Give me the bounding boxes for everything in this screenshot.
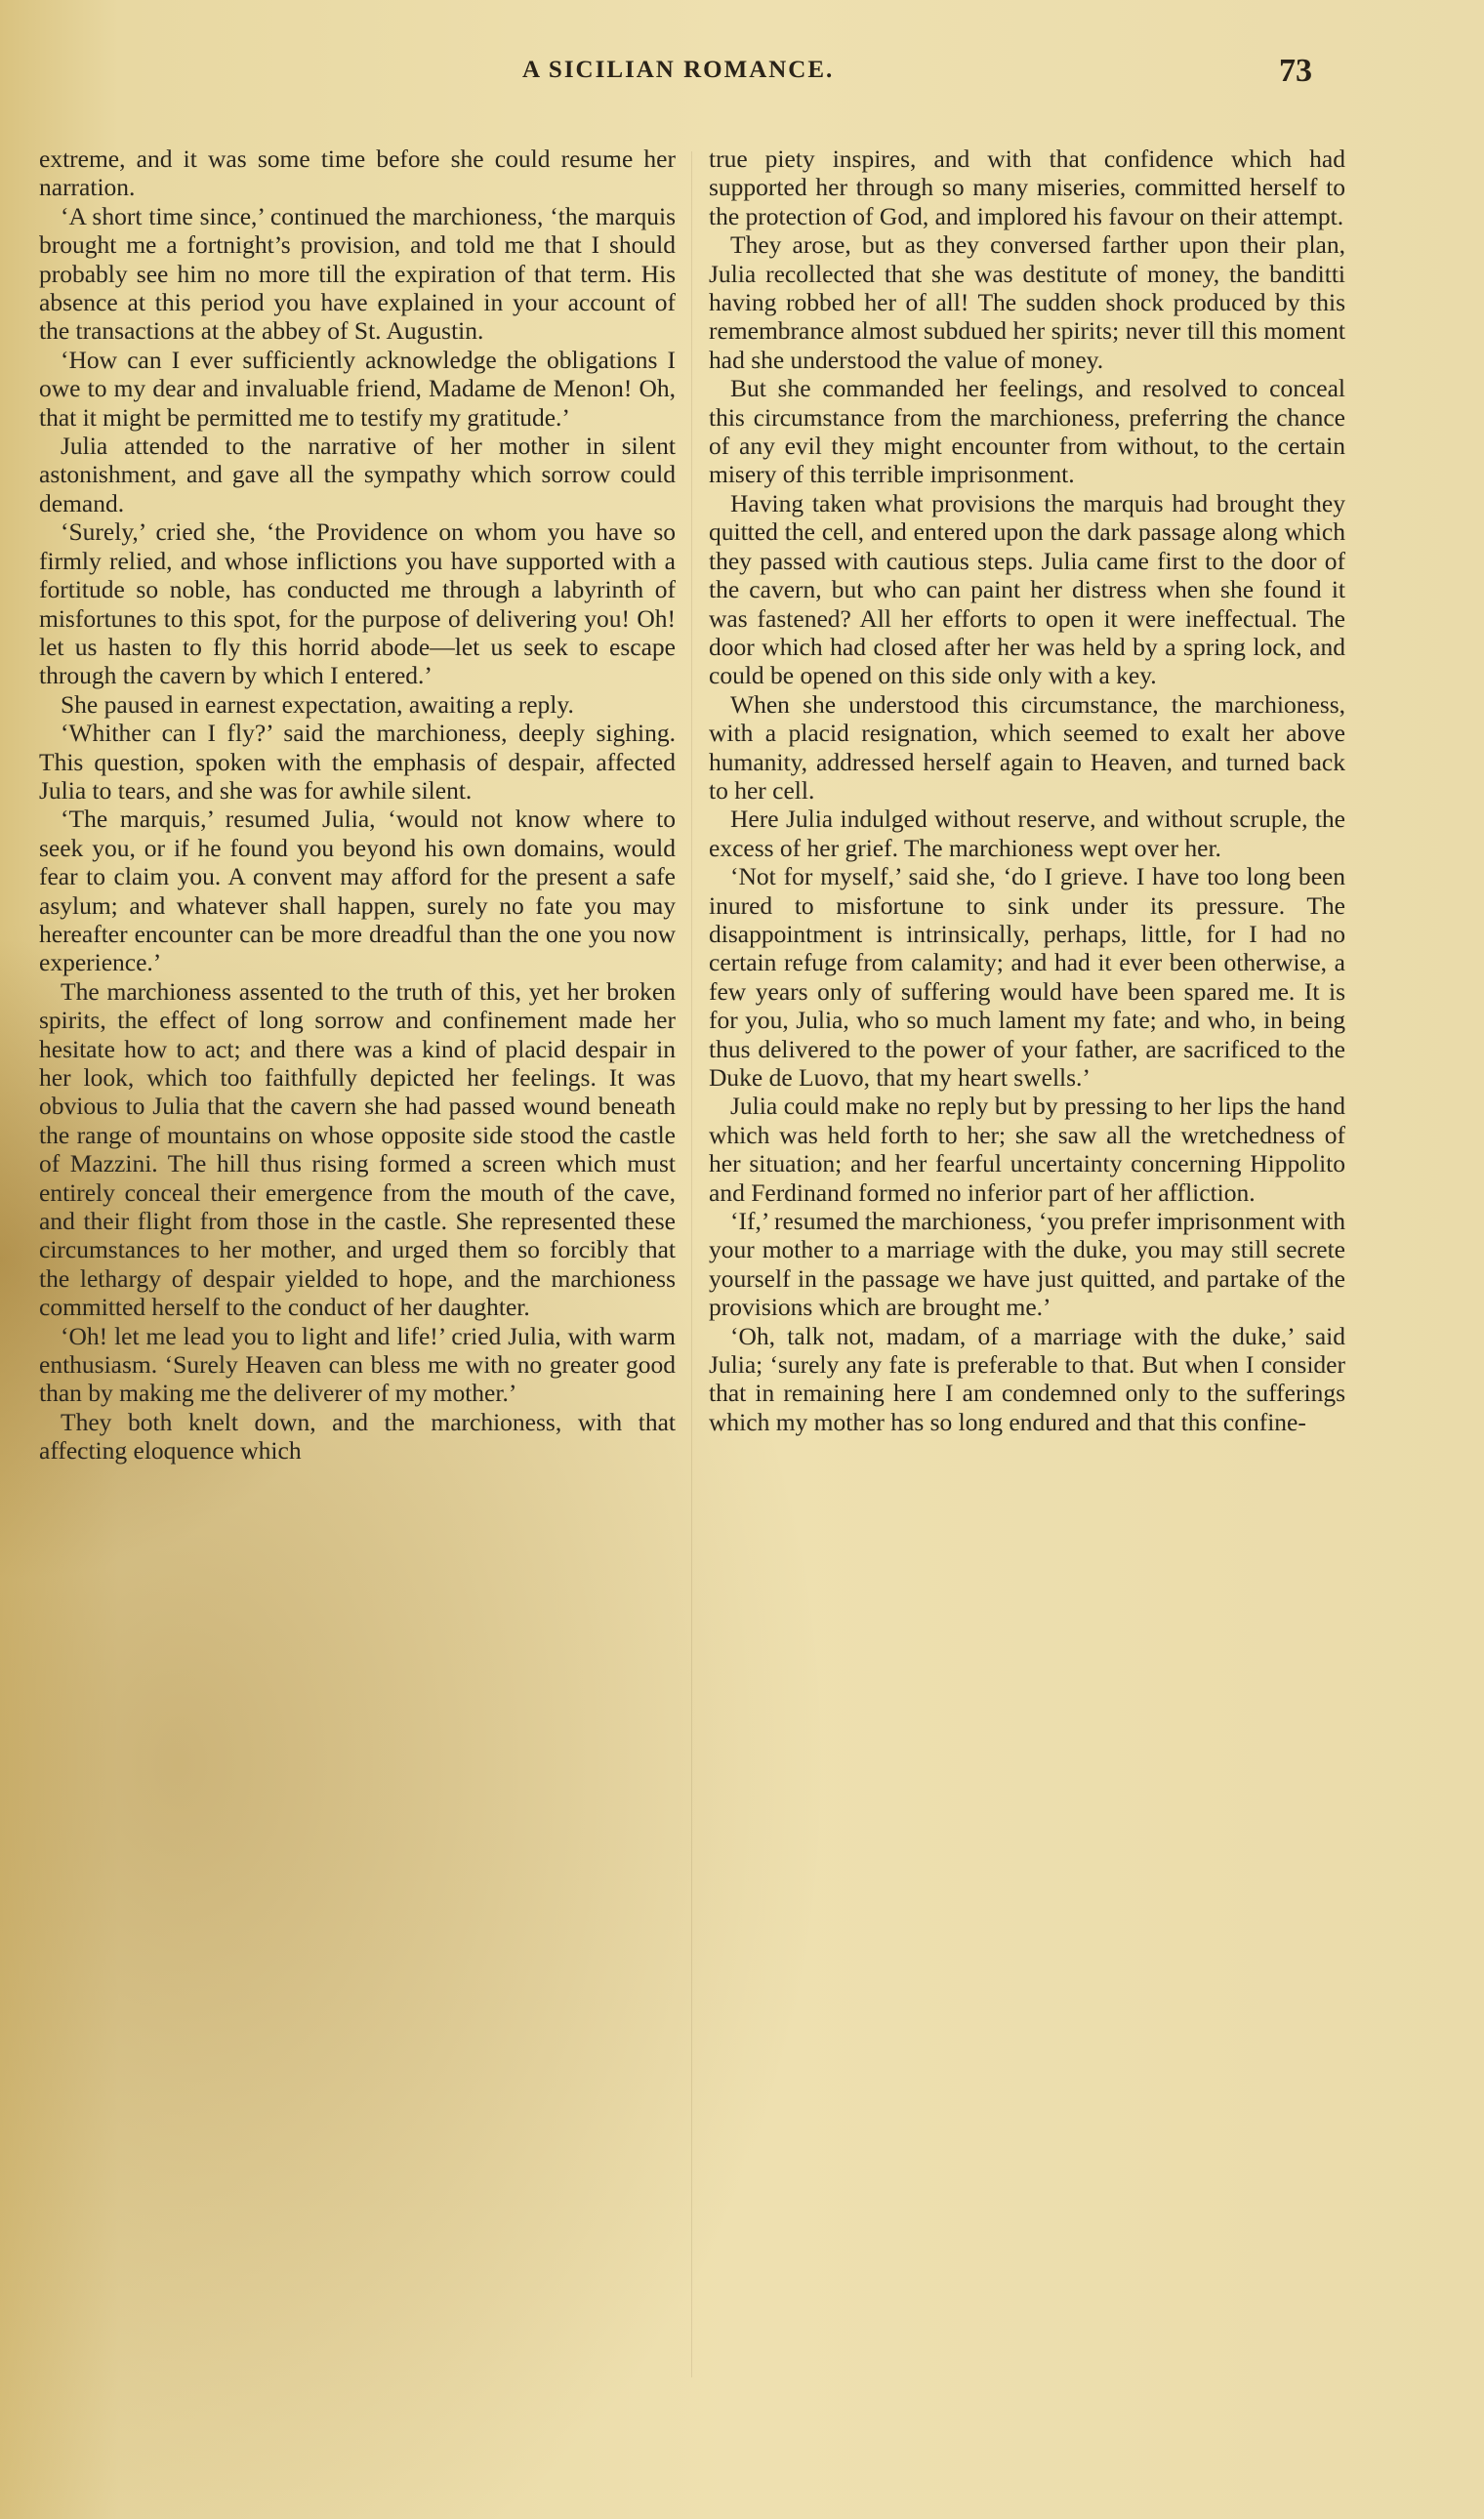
paragraph: ‘How can I ever sufficiently acknowledge the obligations I owe to my dear and invaluable friend, Madame de Menon! Oh, that it might be permitted me to testify my gratitude.’ <box>39 345 676 432</box>
paragraph: But she commanded her feelings, and resolved to conceal this circumstance from the marchioness, preferring the chance of any evil they might encounter from without, to the certain misery of this terrible imprisonment. <box>709 374 1345 489</box>
column-gutter <box>691 151 692 2377</box>
paragraph: ‘If,’ resumed the marchioness, ‘you prefer imprisonment with your mother to a marriage with the duke, you may still secrete yourself in the passage we have just quitted, and partake of the provisions which are brought me.’ <box>709 1207 1345 1322</box>
right-column <box>709 145 1345 1436</box>
left-column <box>39 145 676 1466</box>
paragraph: extreme, and it was some time before she could resume her narration. <box>39 145 676 202</box>
paragraph: Julia attended to the narrative of her mother in silent astonishment, and gave all the sympathy which sorrow could demand. <box>39 432 676 517</box>
page-header <box>0 53 1484 96</box>
running-head: A SICILIAN ROMANCE. <box>522 57 835 83</box>
paragraph: They both knelt down, and the marchioness, with that affecting eloquence which <box>39 1407 676 1466</box>
paragraph: ‘Not for myself,’ said she, ‘do I grieve. I have too long been inured to misfortune to sink under its pressure. The disappointment is intrinsically, perhaps, little, for I had no certain refuge from calamity; and had it ever been otherwise, a few years only of suffering would have been spared me. It is for you, Julia, who so much lament my fate; and who, in being thus delivered to the power of your father, are sacrificed to the Duke de Luovo, that my heart swells.’ <box>709 862 1345 1092</box>
paragraph: ‘A short time since,’ continued the marchioness, ‘the marquis brought me a fortnight’s provision, and told me that I should probably see him no more till the expiration of that term. His absence at this period you have explained in your account of the transactions at the abbey of St. Augustin. <box>39 201 676 346</box>
paragraph: Having taken what provisions the marquis had brought they quitted the cell, and entered upon the dark passage along which they passed with cautious steps. Julia came first to the door of the cavern, but who can paint her distress when she found it was fastened? All her efforts to open it were ineffectual. The door which had closed after her was held by a spring lock, and could be opened on this side only with a key. <box>709 488 1345 690</box>
paragraph: The marchioness assented to the truth of this, yet her broken spirits, the effect of long sorrow and confinement made her hesitate how to act; and there was a kind of placid despair in her look, which too faithfully depicted her feelings. It was obvious to Julia that the cavern she had passed wound beneath the range of mountains on whose opposite side stood the castle of Mazzini. The hill thus rising formed a screen which must entirely conceal their emergence from the mouth of the cave, and their flight from those in the castle. She represented these circumstances to her mother, and urged them so forcibly that the lethargy of despair yielded to hope, and the marchioness committed herself to the conduct of her daughter. <box>39 976 676 1322</box>
paragraph: She paused in earnest expectation, awaiting a reply. <box>61 689 574 719</box>
paragraph: ‘The marquis,’ resumed Julia, ‘would not know where to seek you, or if he found you beyond his own domains, would fear to claim you. A convent may afford for the present a safe asylum; and whatever shall happen, surely no fate you may hereafter encounter can be more dreadful than the one you now experience.’ <box>39 805 676 977</box>
paragraph: ‘Oh! let me lead you to light and life!’ cried Julia, with warm enthusiasm. ‘Surely Heaven can bless me with no greater good than by making me the deliverer of my mother.’ <box>39 1321 676 1408</box>
page-number: 73 <box>1279 53 1312 89</box>
paragraph: ‘Whither can I fly?’ said the marchioness, deeply sighing. This question, spoken with the emphasis of despair, affected Julia to tears, and she was for awhile silent. <box>39 719 676 805</box>
paragraph: They arose, but as they conversed farther upon their plan, Julia recollected that she was destitute of money, the banditti having robbed her of all! The sudden shock produced by this remembrance almost subdued her spirits; never till this moment had she understood the value of money. <box>709 230 1345 374</box>
paragraph: When she understood this circumstance, the marchioness, with a placid resignation, which seemed to exalt her above humanity, addressed herself again to Heaven, and turned back to her cell. <box>709 689 1345 805</box>
paragraph: ‘Oh, talk not, madam, of a marriage with the duke,’ said Julia; ‘surely any fate is preferable to that. But when I consider that in remaining here I am condemned only to the sufferings which my mother has so long endured and that this confine- <box>709 1321 1345 1436</box>
paragraph: Here Julia indulged without reserve, and without scruple, the excess of her grief. The marchioness wept over her. <box>709 805 1345 862</box>
paragraph: true piety inspires, and with that confidence which had supported her through so many miseries, committed herself to the protection of God, and implored his favour on their attempt. <box>709 145 1345 230</box>
paragraph: ‘Surely,’ cried she, ‘the Providence on whom you have so firmly relied, and whose inflictions you have supported with a fortitude so noble, has conducted me through a labyrinth of misfortunes to this spot, for the purpose of delivering you! Oh! let us hasten to fly this horrid abode—let us seek to escape through the cavern by which I entered.’ <box>39 517 676 690</box>
paragraph: Julia could make no reply but by pressing to her lips the hand which was held forth to her; she saw all the wretchedness of her situation; and her fearful uncertainty concerning Hippolito and Ferdinand formed no inferior part of her affliction. <box>709 1092 1345 1207</box>
